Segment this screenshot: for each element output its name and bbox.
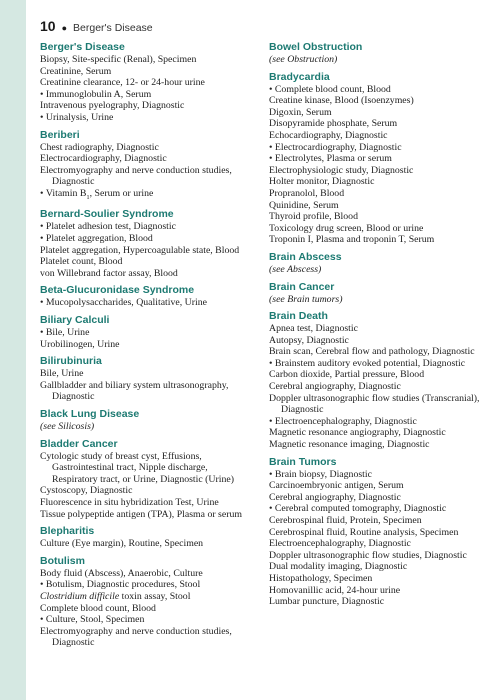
item-text: Digoxin, Serum	[269, 106, 332, 118]
item-text: Lumbar puncture, Diagnostic	[269, 596, 385, 608]
test-item	[269, 335, 480, 347]
item-text: Culture (Eye margin), Routine, Specimen	[40, 538, 204, 550]
test-item	[269, 176, 480, 188]
item-text: Troponin I, Plasma and troponin T, Serum	[269, 234, 435, 246]
test-item	[269, 381, 480, 393]
item-text: Botulism, Diagnostic procedures, Stool	[45, 579, 201, 591]
test-item	[40, 339, 251, 351]
index-entry	[269, 456, 480, 608]
side-color-strip	[0, 0, 26, 700]
item-text: Mucopolysaccharides, Qualitative, Urine	[45, 297, 207, 309]
item-text: Platelet adhesion test, Diagnostic	[45, 221, 176, 233]
test-item	[269, 439, 480, 451]
entry-title: Brain Tumors	[269, 455, 337, 468]
entry-title: Blepharitis	[40, 525, 95, 538]
test-item	[40, 579, 251, 591]
test-item	[40, 165, 251, 188]
test-item	[40, 268, 251, 280]
item-text: Dual modality imaging, Diagnostic	[269, 561, 408, 573]
test-item	[40, 100, 251, 112]
test-item	[40, 368, 251, 380]
test-item	[40, 509, 251, 521]
item-text: Creatinine clearance, 12- or 24-hour urine	[40, 77, 205, 89]
item-text: Platelet aggregation, Blood	[45, 233, 153, 245]
entry-title: Biliary Calculi	[40, 314, 110, 327]
item-text: Creatine kinase, Blood (Isoenzymes)	[269, 95, 414, 107]
test-item	[40, 153, 251, 165]
test-item	[40, 626, 251, 649]
entry-title: Brain Cancer	[269, 280, 335, 293]
page-number: 10	[40, 18, 56, 34]
item-text: Apnea test, Diagnostic	[269, 323, 358, 335]
test-item	[269, 188, 480, 200]
index-entry	[269, 310, 480, 451]
test-item	[269, 596, 480, 608]
test-item	[269, 393, 480, 416]
index-entry	[40, 208, 251, 279]
test-item	[40, 66, 251, 78]
index-entry	[40, 408, 251, 433]
item-text: Urinalysis, Urine	[45, 111, 114, 123]
test-item	[269, 323, 480, 335]
left-column	[40, 41, 251, 654]
item-text: Urobilinogen, Urine	[40, 338, 120, 350]
test-item	[40, 591, 251, 603]
test-item	[269, 346, 480, 358]
test-item	[269, 369, 480, 381]
item-text: Bile, Urine	[45, 327, 90, 339]
entry-title: Bowel Obstruction	[269, 41, 363, 53]
see-reference	[269, 294, 480, 306]
see-reference	[269, 264, 480, 276]
item-text: Propranolol, Blood	[269, 187, 345, 199]
item-text: Magnetic resonance angiography, Diagnostic	[269, 427, 446, 439]
test-item	[40, 485, 251, 497]
test-item	[269, 130, 480, 142]
test-item	[269, 358, 480, 370]
item-text: Doppler ultrasonographic flow studies (Transcranial), Diagnostic	[269, 392, 480, 416]
index-entry	[269, 281, 480, 306]
test-item	[40, 54, 251, 66]
see-reference	[269, 54, 480, 66]
entry-title: Brain Death	[269, 310, 328, 323]
index-entry	[40, 555, 251, 649]
item-text: Vitamin B	[45, 187, 87, 199]
item-text: Gallbladder and biliary system ultrasonography, Diagnostic	[40, 379, 229, 403]
test-item	[269, 416, 480, 428]
test-item	[40, 256, 251, 268]
item-text: Body fluid (Abscess), Anaerobic, Culture	[40, 567, 203, 579]
test-item	[40, 233, 251, 245]
test-item	[40, 497, 251, 509]
item-text: Doppler ultrasonographic flow studies, Diagnostic	[269, 549, 467, 561]
item-text: Electromyography and nerve conduction studies, Diagnostic	[40, 625, 232, 649]
item-text: Chest radiography, Diagnostic	[40, 141, 159, 153]
index-entry	[40, 314, 251, 350]
item-text: Tissue polypeptide antigen (TPA), Plasma or serum	[40, 508, 243, 520]
test-item	[40, 327, 251, 339]
test-item	[269, 427, 480, 439]
entry-title: Black Lung Disease	[40, 408, 140, 421]
entry-title: Bernard-Soulier Syndrome	[40, 208, 174, 221]
item-text: Fluorescence in situ hybridization Test, Urine	[40, 496, 219, 508]
item-text-suffix: toxin assay, Stool	[119, 590, 191, 602]
item-text: (see Obstruction)	[269, 54, 338, 65]
test-item	[40, 297, 251, 309]
item-text: Brainstem auditory evoked potential, Diagnostic	[274, 357, 466, 369]
test-item	[269, 107, 480, 119]
test-item	[269, 153, 480, 165]
item-text: Carcinoembryonic antigen, Serum	[269, 480, 404, 492]
item-text: Cystoscopy, Diagnostic	[40, 485, 133, 497]
item-text: Electroencephalography, Diagnostic	[269, 538, 411, 550]
index-columns	[40, 41, 480, 654]
item-text: Cerebral angiography, Diagnostic	[269, 491, 401, 503]
index-entry	[269, 251, 480, 276]
test-item	[269, 84, 480, 96]
test-item	[269, 211, 480, 223]
item-text: Cerebral computed tomography, Diagnostic	[274, 503, 447, 515]
test-item	[269, 515, 480, 527]
test-item	[269, 573, 480, 585]
test-item	[269, 142, 480, 154]
index-entry	[40, 355, 251, 403]
test-item	[40, 451, 251, 486]
item-text: Cerebrospinal fluid, Routine analysis, Specimen	[269, 526, 459, 538]
item-text: Thyroid profile, Blood	[269, 211, 358, 223]
item-text: Autopsy, Diagnostic	[269, 334, 349, 346]
item-text: (see Silicosis)	[40, 421, 95, 433]
test-item	[269, 492, 480, 504]
test-item	[269, 223, 480, 235]
item-text: Disopyramide phosphate, Serum	[269, 118, 398, 130]
test-item	[40, 142, 251, 154]
test-item	[40, 221, 251, 233]
test-item	[269, 165, 480, 177]
test-item	[269, 503, 480, 515]
item-text: Holter monitor, Diagnostic	[269, 176, 375, 188]
test-item	[269, 95, 480, 107]
header-separator: ●	[61, 23, 68, 33]
index-entry	[269, 71, 480, 246]
test-item	[40, 112, 251, 124]
item-text: Electrocardiography, Diagnostic	[40, 153, 167, 165]
entry-title: Brain Abscess	[269, 250, 342, 263]
index-entry	[40, 129, 251, 204]
right-column	[269, 41, 480, 654]
test-item	[269, 538, 480, 550]
item-text: Electromyography and nerve conduction studies, Diagnostic	[40, 164, 232, 188]
item-text: Biopsy, Site-specific (Renal), Specimen	[40, 54, 197, 65]
page-header	[40, 18, 153, 36]
test-item	[40, 245, 251, 257]
test-item	[269, 200, 480, 212]
item-text: von Willebrand factor assay, Blood	[40, 267, 178, 279]
item-text: Platelet count, Blood	[40, 256, 123, 268]
see-reference	[40, 421, 251, 433]
index-entry	[40, 41, 251, 124]
item-text: Culture, Stool, Specimen	[45, 614, 145, 626]
item-text: Brain biopsy, Diagnostic	[274, 468, 372, 480]
item-text: Complete blood count, Blood	[40, 602, 156, 614]
test-item	[40, 614, 251, 626]
item-text: (see Brain tumors)	[269, 293, 343, 305]
entry-title: Bilirubinuria	[40, 355, 102, 368]
item-text: Magnetic resonance imaging, Diagnostic	[269, 439, 430, 451]
item-text: Electrophysiologic study, Diagnostic	[269, 164, 414, 176]
index-entry	[269, 41, 480, 66]
index-entry	[40, 284, 251, 309]
item-text: Cytologic study of breast cyst, Effusions, Gastrointestinal tract, Nipple discharge, Respiratory tract, or Urine, Diagnostic (Urine)	[40, 450, 234, 485]
test-item	[40, 568, 251, 580]
entry-title: Berger's Disease	[40, 41, 125, 53]
entry-title: Bradycardia	[269, 70, 330, 83]
item-text: Creatinine, Serum	[40, 65, 112, 77]
test-item	[40, 77, 251, 89]
test-item	[40, 188, 251, 204]
test-item	[269, 234, 480, 246]
item-text: Electroencephalography, Diagnostic	[274, 415, 417, 427]
item-text: Toxicology drug screen, Blood or urine	[269, 222, 424, 234]
item-text: Brain scan, Cerebral flow and pathology, Diagnostic	[269, 346, 475, 358]
item-text: Homovanillic acid, 24-hour urine	[269, 584, 401, 596]
running-head: Berger's Disease	[73, 22, 153, 34]
item-text: Bile, Urine	[40, 368, 84, 380]
item-text: Histopathology, Specimen	[269, 572, 373, 584]
item-text: Cerebral angiography, Diagnostic	[269, 381, 401, 393]
index-entry	[40, 525, 251, 550]
test-item	[269, 469, 480, 481]
test-item	[269, 550, 480, 562]
entry-title: Bladder Cancer	[40, 437, 118, 450]
test-item	[269, 561, 480, 573]
test-item	[269, 118, 480, 130]
item-text-suffix: , Serum or urine	[89, 187, 154, 199]
item-text: Echocardiography, Diagnostic	[269, 129, 388, 141]
item-text: Immunoglobulin A, Serum	[45, 88, 152, 100]
item-text: Electrolytes, Plasma or serum	[274, 153, 392, 165]
entry-title: Botulism	[40, 554, 85, 567]
entry-title: Beriberi	[40, 128, 80, 141]
item-subscript: 1	[86, 193, 90, 201]
test-item	[269, 480, 480, 492]
index-entry	[40, 438, 251, 521]
item-text: Quinidine, Serum	[269, 199, 339, 211]
item-text: Complete blood count, Blood	[274, 83, 391, 95]
item-text: Intravenous pyelography, Diagnostic	[40, 100, 185, 112]
test-item	[40, 538, 251, 550]
test-item	[40, 603, 251, 615]
item-text: Electrocardiography, Diagnostic	[274, 141, 402, 153]
item-text: Platelet aggregation, Hypercoagulable state, Blood	[40, 244, 240, 256]
test-item	[40, 380, 251, 403]
test-item	[269, 527, 480, 539]
item-text: Carbon dioxide, Partial pressure, Blood	[269, 369, 425, 381]
test-item	[269, 585, 480, 597]
item-text: Cerebrospinal fluid, Protein, Specimen	[269, 515, 422, 526]
test-item	[40, 89, 251, 101]
item-text: Clostridium difficile	[40, 590, 120, 602]
item-text: (see Abscess)	[269, 263, 322, 275]
entry-title: Beta-Glucuronidase Syndrome	[40, 284, 195, 297]
